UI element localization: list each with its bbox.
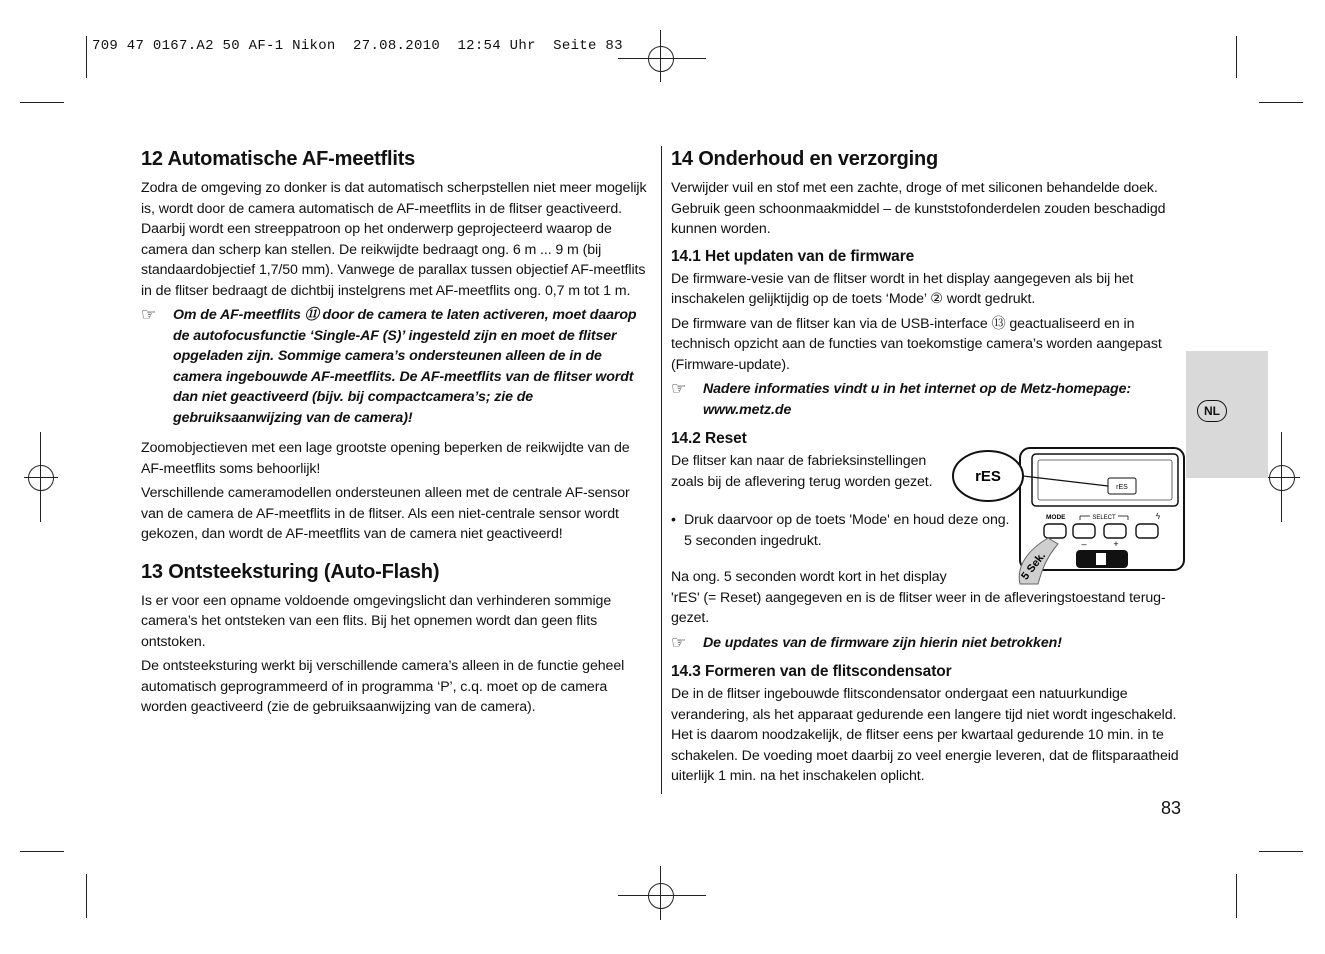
plus-label: + — [1113, 539, 1119, 549]
pointing-hand-icon: ☞ — [141, 305, 157, 324]
left-column — [141, 146, 649, 722]
bullet-icon: • — [671, 512, 676, 528]
section-14-1-title: 14.1 Het updaten van de firmware — [671, 247, 915, 265]
flash-bolt-icon: ϟ — [1155, 512, 1161, 521]
section-14-title: 14 Onderhoud en verzorging — [671, 148, 939, 170]
pointing-hand-icon: ☞ — [671, 379, 687, 398]
section-12-note-text: Om de AF-meetflits ⑪ door de camera te laten activeren, moet daarop de autofocusfunctie ‘Single-AF (S)’ ingesteld zijn en moet de flitser opgeladen zijn. Sommige camera’s ondersteunen alleen de in de camera ingebouwde AF-meetflits. De AF-meetflits van de flitser wordt dan niet geactiveerd (bijv. bij compactcamera’s; zie de gebruiksaanwijzing van de camera)! — [173, 307, 637, 426]
minus-label: – — [1081, 539, 1087, 549]
select-right-button — [1104, 524, 1126, 538]
section-14-2-note — [671, 633, 1181, 654]
mode-button — [1044, 524, 1066, 538]
section-14-3-title: 14.3 Formeren van de flitscondensator — [671, 663, 952, 680]
section-14-1-paragraph-1: De firmware-vesie van de flitser wordt in het display aangegeven als bij het inschakelen gelijktijdig op de toets ‘Mode’ ② wordt gedrukt. — [671, 270, 1134, 307]
section-13-paragraph-1: Is er voor een opname voldoende omgevingslicht dan verhinderen sommige camera’s het ontsteken van een flits. Bij het opnemen wordt dan geen flits ontstoken. — [141, 592, 612, 650]
column-divider — [661, 146, 662, 794]
flash-reset-illustration — [950, 446, 1188, 586]
section-14-2-paragraph-2b: 'rES' (= Reset) aangegeven en is de flitser weer in de afleveringstoestand terug-gezet. — [671, 589, 1166, 626]
select-left-button — [1073, 524, 1095, 538]
section-14-1-note — [671, 379, 1181, 420]
section-12-paragraph-2: Zoomobjectieven met een lage grootste opening beperken de reikwijdte van de AF-meetflits soms behoorlijk! — [141, 440, 630, 477]
section-12-title: 12 Automatische AF-meetflits — [141, 148, 416, 170]
section-12-paragraph-3: Verschillende cameramodellen ondersteunen alleen met de centrale AF-sensor van de camera de AF-meetflits in de flitser. Als een niet-centrale sensor wordt gekozen, dan wordt de AF-meetflits van de camera niet geactiveerd! — [141, 485, 630, 542]
section-14-2-paragraph-2a: Na ong. 5 seconden wordt kort in het display — [671, 569, 947, 585]
pointing-hand-icon: ☞ — [671, 632, 687, 652]
section-14-3-paragraph: De in de flitser ingebouwde flitscondensator ondergaat een natuurkundige verandering, als het apparaat gedurende een langere tijd niet wordt ingeschakeld. Het is daarom noodzakelijk, de flitser eens per kwartaal gedurende 10 min. in te schakelen. De voeding moet daarbij zo veel energie leveren, dat de flitsparaatheid uiterlijk 1 min. na het inschakelen oplicht. — [671, 686, 1179, 784]
section-14-1-note-text: Nadere informaties vindt u in het internet op de Metz-homepage: www.metz.de — [703, 381, 1132, 418]
callout-res-label: rES — [975, 468, 1001, 485]
language-badge: NL — [1197, 400, 1227, 422]
section-14-1-paragraph-2: De firmware van de flitser kan via de USB-interface ⑬ geactualiseerd en in technisch opzicht aan de functies van toekomstige camera’s worden aangepast (Firmware-update). — [671, 315, 1162, 373]
page-number: 83 — [1161, 798, 1182, 818]
flash-button — [1136, 524, 1158, 538]
section-14-2-bullet-text: Druk daarvoor op de toets 'Mode' en houd deze ong. 5 seconden ingedrukt. — [684, 512, 1010, 549]
section-12-note — [141, 305, 649, 428]
mode-label: MODE — [1046, 514, 1066, 521]
select-label: SELECT — [1092, 515, 1116, 521]
section-14-paragraph: Verwijder vuil en stof met een zachte, droge of met siliconen behandelde doek. Gebruik geen schoonmaakmiddel – de kunststofonderdelen zouden beschadigd kunnen worden. — [671, 180, 1166, 237]
section-14-2-title: 14.2 Reset — [671, 430, 747, 447]
section-13-paragraph-2: De ontsteeksturing werkt bij verschillende camera’s alleen in de functie geheel automatisch geprogrammeerd of in programma ‘P’, c.q. moet op de camera worden geactiveerd (zie de gebruiksaanwijzing van de camera). — [141, 658, 625, 715]
print-header: 709 47 0167.A2 50 AF-1 Nikon 27.08.2010 12:54 Uhr Seite 83 — [92, 38, 623, 54]
section-13-title: 13 Ontsteeksturing (Auto-Flash) — [141, 560, 440, 583]
section-12-paragraph-1: Zodra de omgeving zo donker is dat automatisch scherpstellen niet meer mogelijk is, wordt door de camera automatisch de AF-meetflits in de flitser geactiveerd. Daarbij wordt een streeppatroon op het onderwerp geprojecteerd waarop de camera dan scherp kan stellen. De reikwijdte bedraagt ong. 6 m ... 9 m (bij standaardobjectief 1,7/50 mm). Vanwege de parallax tussen objectief AF-meetflits in de flitser bedraagt de dichtbij instelgrens met AF-meetflits ong. 0,7 m tot 1 m. — [141, 180, 647, 299]
section-14-2-paragraph-1: De flitser kan naar de fabrieksinstellingen zoals bij de aflevering terug worden gezet. — [671, 453, 933, 490]
section-14-2-note-text: De updates van de firmware zijn hierin niet betrokken! — [703, 634, 1062, 651]
hold-duration-label: 5 Sek. — [1019, 549, 1049, 583]
display-res-label: rES — [1116, 484, 1128, 491]
